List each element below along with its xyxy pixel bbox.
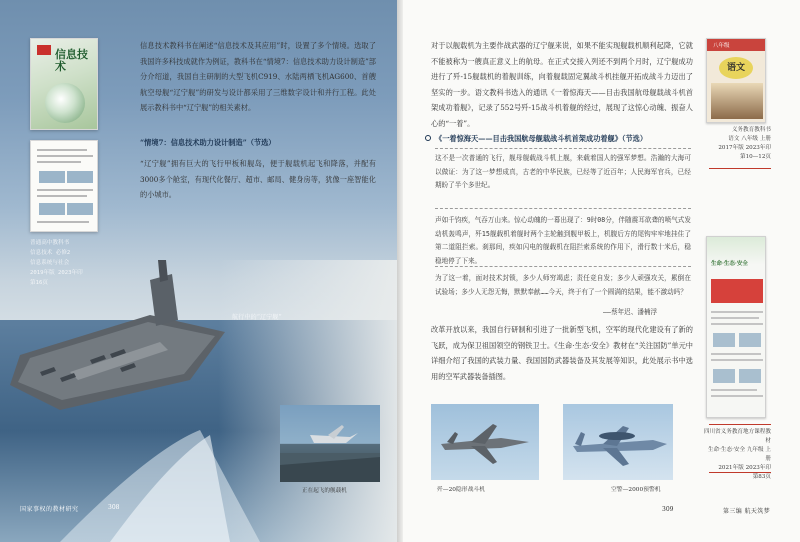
excerpt-quote-1: 这不是一次普通的飞行，舰母舰载战斗机上舰，来载着国人的强军梦想。浩瀚的大海可以做证：为了这一梦想成真，古老的中华民族，已经等了近百年；人民海军官兵，已经期盼了半个多世纪。 <box>435 154 691 189</box>
jet-caption: 正在起飞的舰载机 <box>302 488 347 494</box>
kj2000-awacs-photo <box>563 404 673 480</box>
caption-line: 语文 八年级 上册 <box>728 136 771 142</box>
left-paragraph-1: 信息技术教科书在阐述“信息技术及其应用”时，设置了多个情境。选取了我国许多科技成就作为例证，教科书在“情境7：信息技术助力设计制造”部分介绍道，我国自主研制的大型飞机C919、水陆两栖飞机AG600、首艘航空母舰“辽宁舰”的研发与设计都采用了三维数字设计和并行工程。此处展示教科书中“辽宁舰”的相关素材。 <box>140 41 376 112</box>
cover-title: 生命·生态·安全 <box>711 261 748 267</box>
j20-caption: 歼—20隐形战斗机 <box>437 487 485 493</box>
carrier-jet-takeoff-photo <box>280 405 380 482</box>
cover-illustration <box>711 83 763 119</box>
right-footer-label: 第三编 航天筑梦 <box>723 508 771 515</box>
aircraft-carrier-photo <box>0 260 397 542</box>
caption-line: 生命·生态·安全 九年级 上册 <box>707 447 771 462</box>
caption-rule <box>709 424 771 425</box>
caption-rule <box>709 472 771 473</box>
globe-icon <box>45 83 85 123</box>
chinese-textbook-cover <box>706 38 766 123</box>
caption-rule <box>709 168 771 169</box>
excerpt-title <box>425 134 647 144</box>
caption-line: 第83页 <box>752 474 771 480</box>
carrier-caption: 航行中的“辽宁舰” <box>232 314 282 321</box>
dashed-divider <box>435 148 691 149</box>
excerpt-quote-3: 为了这一着，面对技术封锁，多少人师穷竭虑；责任竞自发；多少人顽强攻关，累倒在试验场；多少人无怨无悔，默默奉献……今天，终于有了一个圆满的结果，能不激动吗？ <box>435 274 691 296</box>
caption-line: 2017年版 2023年印 <box>718 145 771 151</box>
it-textbook-cover <box>30 38 98 130</box>
caption-line: 普通高中教科书 <box>30 240 70 246</box>
j20-fighter-photo <box>431 404 539 480</box>
flag-illustration <box>711 279 763 303</box>
left-subheading: “情境7：信息技术助力设计制造”（节选） <box>140 138 276 147</box>
dashed-divider <box>435 208 691 209</box>
life-ecology-book-caption <box>703 428 771 482</box>
left-paragraph-2: “辽宁舰”拥有巨大的飞行甲板和舰岛，便于舰载机起飞和降落，并配有3000多个舱室，有现代化餐厅、超市、邮局、健身房等，犹像一座智能化的小城市。 <box>140 159 376 199</box>
right-page-number: 309 <box>662 506 674 513</box>
caption-line: 第10—12页 <box>739 154 771 160</box>
dashed-divider <box>435 266 691 267</box>
textbook-inner-page-thumbnail <box>30 140 98 232</box>
left-footer-label: 国家事权的教材研究 <box>20 506 79 513</box>
caption-line: 义务教育教科书 <box>731 127 771 133</box>
quote-attribution: ——蔡年迟、潘楠浮 <box>603 308 658 316</box>
left-page-number: 308 <box>108 504 120 511</box>
bullet-circle-icon <box>425 135 431 141</box>
right-paragraph-1: 对于以舰载机为主要作战武器的辽宁舰来说，如果不能实现舰载机顺利起降，它就不能被称为一艘真正意义上的航母。在正式交接入列还不到两个月时，辽宁舰成功进行了歼-15舰载机的着舰训练，向着舰载固定翼战斗机挂舰开拓成战斗力迈出了坚实的一步。语文教科书选入的通讯《一着惊海天——目击我国航母舰载战斗机首架成功着舰》，记录了552号歼-15战斗机着舰的经过，展现了这惊心动魄、振奋人心的“一着”。 <box>431 41 693 128</box>
excerpt-title-text: 《一着惊海天——目击我国航母舰载战斗机首架成功着舰》（节选） <box>435 134 648 143</box>
caption-line: 信息技术 必修2 <box>30 250 71 256</box>
cover-badge <box>37 45 51 55</box>
kj2000-caption: 空警—2000预警机 <box>611 487 661 493</box>
chinese-book-caption <box>703 126 771 162</box>
left-page <box>0 0 397 542</box>
caption-line: 2021年版 2023年印 <box>718 465 771 471</box>
caption-line: 四川省义务教育地方课程教材 <box>703 429 771 444</box>
life-ecology-safety-book-cover <box>706 236 766 418</box>
cover-title: 信息技术 <box>55 48 88 73</box>
right-page <box>403 0 800 542</box>
cover-grade: 八年级 <box>713 43 730 49</box>
cover-title: 语文 <box>719 57 753 79</box>
excerpt-quote-2: 声如千钧疾，气吞万山来。惊心动魄的一幕出现了：9时08分，伴随震耳欲聋的喷气式发动机轰鸣声，歼15舰载机着舰时两个主轮触到舰甲板上，机腹后方的尾钩牢牢地挂住了第二道阻拦索。刹那间，疾如闪电的舰载机在阻拦索系统的作用下，滑行数十米后，稳稳地停了下来。 <box>435 216 691 265</box>
right-paragraph-2: 改革开放以来，我国自行研制和引进了一批新型飞机，空军的现代化建设有了新的飞跃，成为保卫祖国领空的钢铁卫士。《生命·生态·安全》教材在“关注国防”单元中详细介绍了我国的武装力量、我国国防武器装备及其发展等知识，此处展示书中选用的空军武器装备插图。 <box>431 325 693 381</box>
